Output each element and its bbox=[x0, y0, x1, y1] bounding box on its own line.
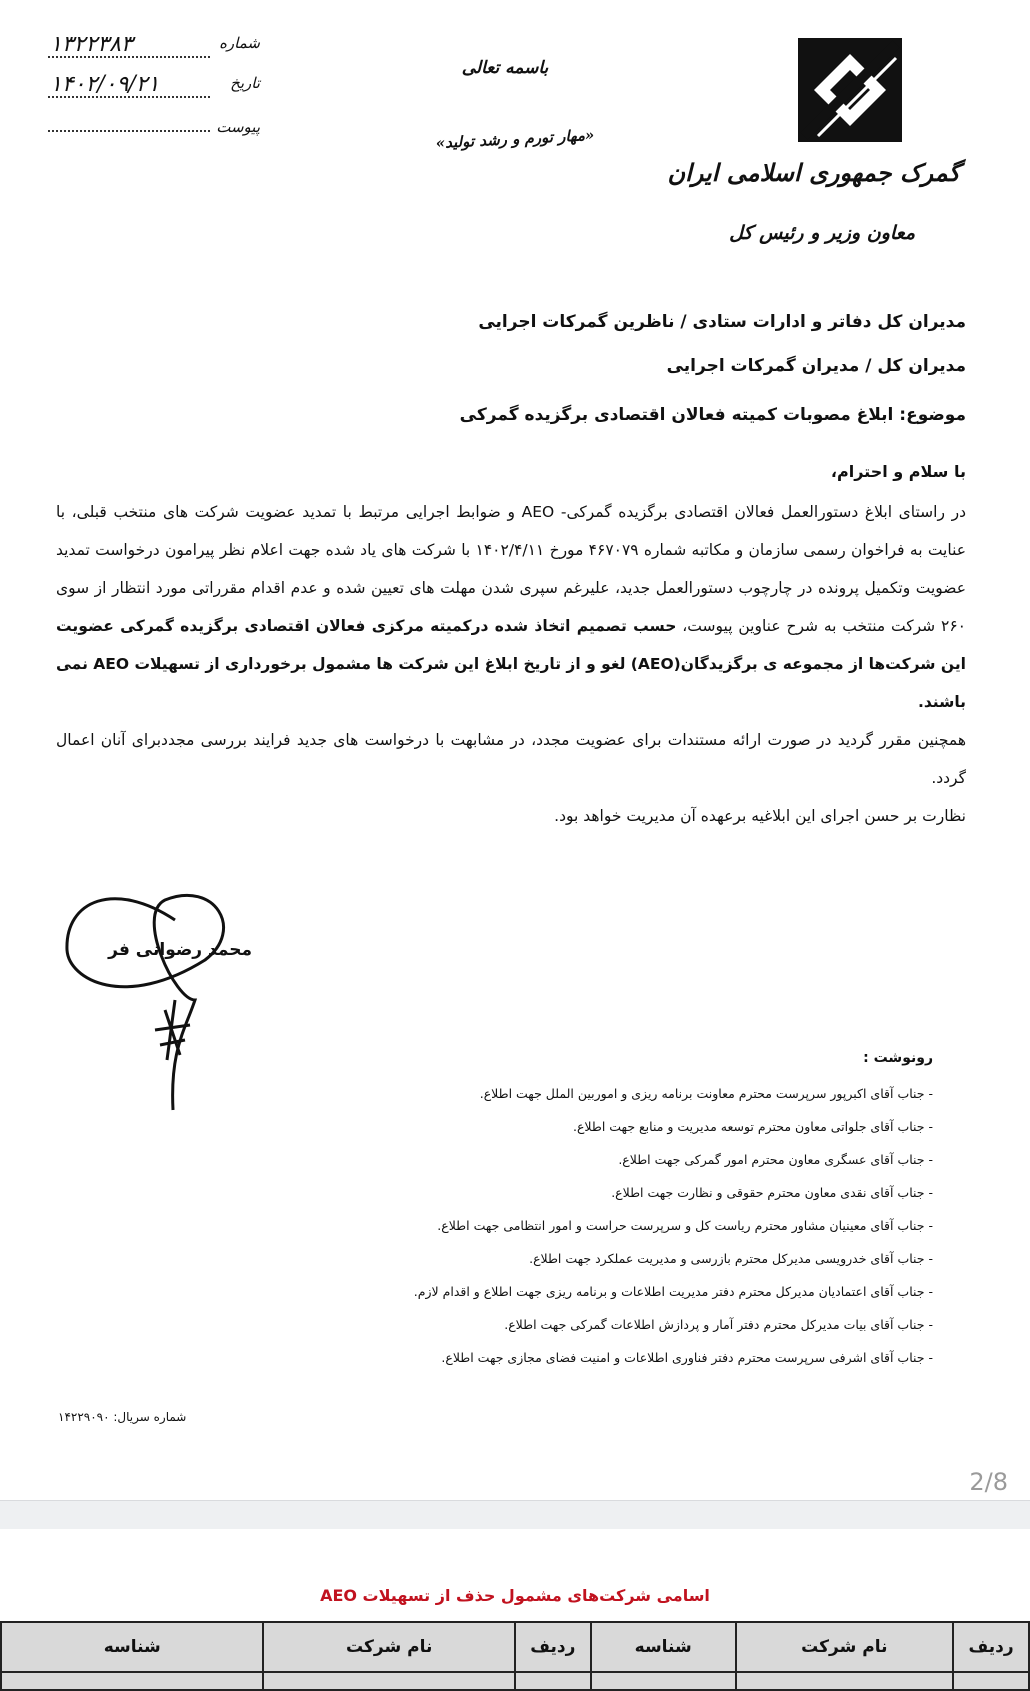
table-row bbox=[1, 1672, 1029, 1690]
cc-item: - جناب آقای جلواتی معاون محترم توسعه مدیریت و منابع جهت اطلاع. bbox=[573, 1119, 933, 1134]
year-slogan: «مهار تورم و رشد تولید» bbox=[435, 125, 595, 153]
letter-date-label: تاریخ bbox=[230, 74, 260, 92]
column-header: ردیف bbox=[515, 1622, 591, 1672]
cc-title: رونوشت : bbox=[863, 1050, 933, 1066]
list-page bbox=[0, 1529, 1030, 1677]
cc-item: - جناب آقای اشرفی سرپرست محترم دفتر فناوری اطلاعات و امنیت فضای مجازی جهت اطلاع. bbox=[441, 1350, 933, 1365]
body-paragraph-text: در راستای ابلاغ دستورالعمل فعالان اقتصادی برگزیده گمرکی- AEO و ضوابط اجرایی مرتبط با تمدید عضویت شرکت های منتخب قبلی، با عنایت به فراخوان رسمی سازمان و مکاتبه شماره ۴۶۷۰۷۹ مورخ ۱۴۰۲/۴/۱۱ با شرکت های یاد شده جهت اعلام نظر پیرامون درخواست تمدید عضویت وتکمیل پرونده در چارچوب دستورالعمل جدید، علیرغم سپری شدن مهلت های تعیین شده و عدم اقدام مقرراتی مورد انتظار از سوی ۲۶۰ شرکت منتخب به شرح عناوین پیوست، bbox=[56, 503, 966, 635]
org-name: گمرک جمهوری اسلامی ایران bbox=[667, 158, 960, 187]
recipient-line: مدیران کل / مدیران گمرکات اجرایی bbox=[666, 356, 966, 376]
column-header: ردیف bbox=[953, 1622, 1029, 1672]
letter-attachment-label: پیوست bbox=[216, 118, 260, 136]
invocation: باسمه تعالی bbox=[461, 58, 549, 78]
table-header-row bbox=[1, 1622, 1029, 1672]
cc-item: - جناب آقای نقدی معاون محترم حقوقی و نظارت جهت اطلاع. bbox=[611, 1185, 933, 1200]
page-counter: 2/8 bbox=[969, 1468, 1008, 1496]
greeting: با سلام و احترام، bbox=[830, 462, 966, 481]
cc-item: - جناب آقای اکبرپور سرپرست محترم معاونت برنامه ریزی و اموربین الملل جهت اطلاع. bbox=[479, 1086, 933, 1101]
cc-item: - جناب آقای معینیان مشاور محترم ریاست کل و سرپرست حراست و امور انتظامی جهت اطلاع. bbox=[437, 1218, 933, 1233]
letter-number-value: ۱۳۲۲۳۸۳ bbox=[50, 32, 133, 57]
column-header: شناسه bbox=[591, 1622, 736, 1672]
body-paragraph-decision: حسب تصمیم اتخاذ شده درکمیته مرکزی فعالان اقتصادی برگزیده گمرکی عضویت این شرکت‌ها از مجموعه ی برگزیدگان(AEO) لغو و از تاریخ ابلاغ این شرکت ها مشمول برخورداری از تسهیلات AEO نمی باشند. bbox=[56, 617, 966, 711]
letter-date-value: ۱۴۰۲/۰۹/۲۱ bbox=[50, 72, 160, 97]
letter-number bbox=[40, 32, 260, 57]
letter-number-label: شماره bbox=[219, 34, 260, 52]
serial-number: شماره سریال: ۱۴۲۲۹۰۹۰ bbox=[58, 1410, 187, 1424]
cc-item: - جناب آقای خدرویسی مدیرکل محترم بازرسی و مدیریت عملکرد جهت اطلاع. bbox=[529, 1251, 933, 1266]
body-paragraph: نظارت بر حسن اجرای این ابلاغیه برعهده آن مدیریت خواهد بود. bbox=[554, 807, 966, 825]
letter-attachment bbox=[40, 116, 260, 138]
column-header: نام شرکت bbox=[736, 1622, 954, 1672]
recipients bbox=[266, 300, 966, 388]
cc-list bbox=[313, 1077, 933, 1374]
letter-date bbox=[40, 72, 260, 97]
companies-table bbox=[0, 1621, 1030, 1691]
customs-logo-icon bbox=[798, 38, 902, 142]
cc-item: - جناب آقای بیات مدیرکل محترم دفتر آمار و پردازش اطلاعات گمرکی جهت اطلاع. bbox=[504, 1317, 933, 1332]
column-header: شناسه bbox=[1, 1622, 263, 1672]
signature-scribble bbox=[55, 860, 255, 1120]
signer-name: محمد رضوانی فر bbox=[108, 940, 252, 960]
letter-subject: موضوع: ابلاغ مصوبات کمیته فعالان اقتصادی برگزیده گمرکی bbox=[459, 405, 966, 425]
recipient-line: مدیران کل دفاتر و ادارات ستادی / ناظرین گمرکات اجرایی bbox=[478, 312, 966, 332]
cc-item: - جناب آقای اعتمادیان مدیرکل محترم دفتر مدیریت اطلاعات و برنامه ریزی جهت اطلاع و اقدام لازم. bbox=[413, 1284, 933, 1299]
body-paragraph: همچنین مقرر گردید در صورت ارائه مستندات برای عضویت مجدد، در مشابهت با درخواست های جدید فرایند بررسی مجددبرای آنان اعمال گردد. bbox=[56, 731, 966, 787]
companies-list-title: اسامی شرکت‌های مشمول حذف از تسهیلات AEO bbox=[320, 1586, 710, 1605]
org-position: معاون وزیر و رئیس کل bbox=[729, 222, 915, 244]
body-paragraph bbox=[56, 493, 966, 721]
cc-item: - جناب آقای عسگری معاون محترم امور گمرکی جهت اطلاع. bbox=[618, 1152, 933, 1167]
letter-body bbox=[56, 493, 966, 835]
column-header: نام شرکت bbox=[263, 1622, 514, 1672]
page-separator bbox=[0, 1500, 1030, 1530]
